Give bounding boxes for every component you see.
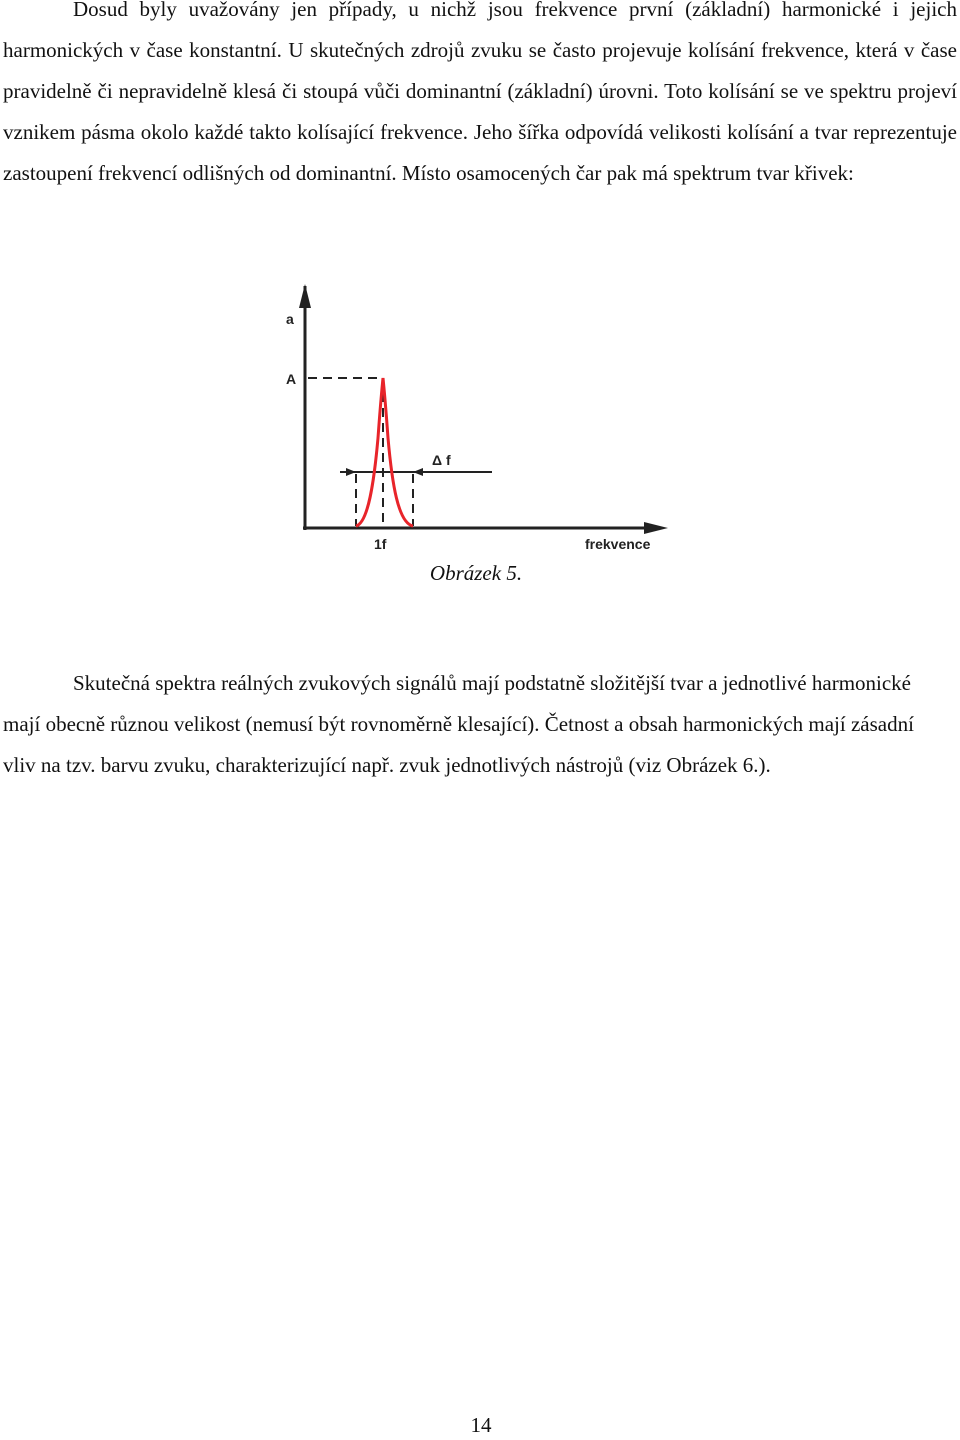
bandwidth-left-arrow-icon	[346, 468, 356, 476]
amplitude-label: A	[286, 371, 297, 387]
page-number: 14	[470, 1413, 492, 1437]
spectrum-diagram	[270, 278, 690, 558]
y-axis-label: a	[286, 311, 294, 327]
x-axis-label: frekvence	[585, 536, 651, 552]
bandwidth-label: Δ f	[432, 452, 451, 468]
y-axis-arrow-icon	[299, 284, 311, 308]
x-axis-arrow-icon	[644, 522, 668, 534]
paragraph-spectra	[3, 663, 943, 786]
spectrum-peak-curve	[356, 378, 413, 526]
paragraph-intro-text: Dosud byly uvažovány jen případy, u nichž jsou frekvence první (základní) harmonické i jejich harmonických v čase konstantní. U skutečných zdrojů zvuku se často projevuje kolísání frekvence, která v čase pravidelně či nepravidelně klesá či stoupá vůči dominantní (základní) úrovni. Toto kolísání se ve spektru projeví vznikem pásma okolo každé takto kolísající frekvence. Jeho šířka odpovídá velikosti kolísání a tvar reprezentuje zastoupení frekvencí odlišných od dominantní. Místo osamocených čar pak má spektrum tvar křivek:	[3, 0, 957, 185]
center-frequency-label: 1f	[374, 536, 387, 552]
paragraph-spectra-text: Skutečná spektra reálných zvukových signálů mají podstatně složitější tvar a jednotlivé harmonické mají obecně různou velikost (nemusí být rovnoměrně klesající). Četnost a obsah harmonických mají zásadní vliv na tzv. barvu zvuku, charakterizující např. zvuk jednotlivých nástrojů (viz Obrázek 6.).	[3, 671, 914, 777]
paragraph-intro	[3, 0, 957, 194]
figure-caption: Obrázek 5.	[429, 561, 523, 585]
bandwidth-right-arrow-icon	[413, 468, 423, 476]
spectrum-figure	[270, 278, 690, 558]
